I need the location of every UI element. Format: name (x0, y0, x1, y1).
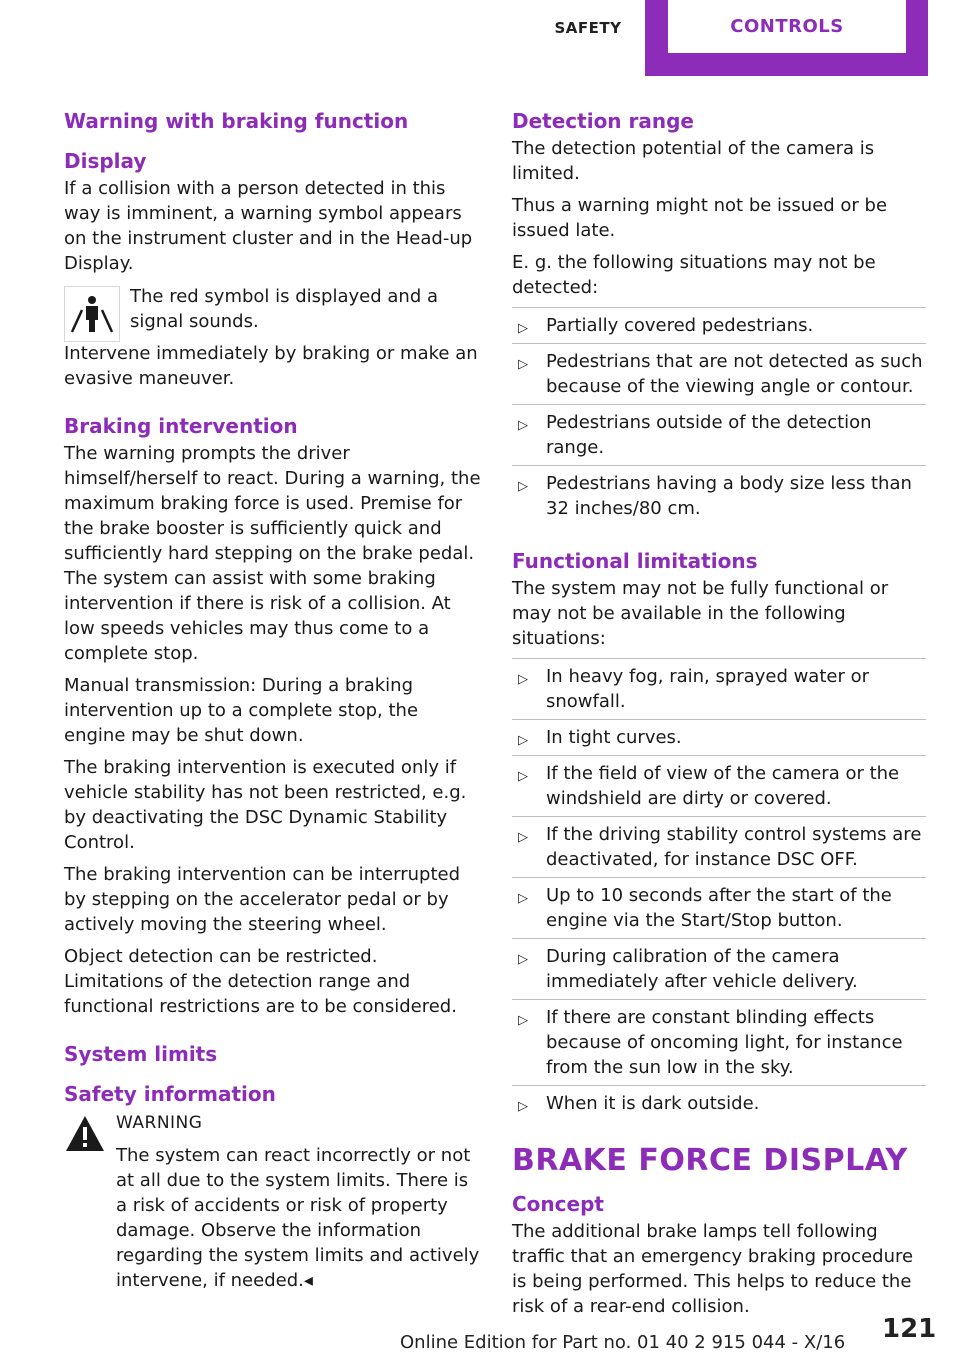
paragraph-concept: The additional brake lamps tell following traffic that an emergency braking procedure is being performed. This helps to reduce the risk of a rear-end collision. (512, 1221, 914, 1317)
warning-label: WARNING (116, 1113, 203, 1133)
warning-block (64, 1111, 482, 1293)
list-item: ▷ If there are constant blinding effects because of oncoming light, for instance from the sun low in the sky. (512, 999, 926, 1085)
list-item: ▷ In heavy fog, rain, sprayed water or snowfall. (512, 658, 926, 719)
heading-braking-intervention: Braking intervention (64, 414, 298, 438)
paragraph-display: If a collision with a person detected in this way is imminent, a warning symbol appears on the instrument cluster and in the Head-up Display. (64, 178, 473, 274)
bullet-triangle-icon: ▷ (518, 479, 528, 494)
list-item: ▷ If the driving stability control systems are deactivated, for instance DSC OFF. (512, 816, 926, 877)
paragraph-braking-1: The warning prompts the driver himself/herself to react. During a warning, the maximum braking force is used. Premise for the brake booster is sufficiently quick and sufficiently hard stepping on the brake pedal. The system can assist with some braking intervention if there is risk of a collision. At low speeds vehicles may thus come to a complete stop. (64, 443, 481, 664)
footer (0, 1314, 960, 1354)
paragraph-detection-2: Thus a warning might not be issued or be issued late. (512, 195, 888, 241)
paragraph-braking-2: Manual transmission: During a braking intervention up to a complete stop, the engine may be shut down. (64, 675, 419, 746)
tab-safety[interactable]: SAFETY (554, 19, 622, 37)
list-item: ▷ Pedestrians having a body size less than 32 inches/80 cm. (512, 465, 926, 526)
bullet-triangle-icon: ▷ (518, 321, 528, 336)
bullet-triangle-icon: ▷ (518, 830, 528, 845)
bullet-triangle-icon: ▷ (518, 672, 528, 687)
paragraph-braking-5: Object detection can be restricted. Limitations of the detection range and functional restrictions are to be considered. (64, 946, 457, 1017)
bullet-triangle-icon: ▷ (518, 733, 528, 748)
pedestrian-warning-icon (64, 286, 120, 342)
right-column (512, 108, 926, 1326)
detection-list (512, 307, 926, 526)
bullet-triangle-icon: ▷ (518, 418, 528, 433)
list-item: ▷ In tight curves. (512, 719, 926, 755)
edition-text: Online Edition for Part no. 01 40 2 915 044 - X/16 (400, 1332, 846, 1353)
list-item: ▷ Partially covered pedestrians. (512, 307, 926, 343)
bullet-triangle-icon: ▷ (518, 1099, 528, 1114)
paragraph-braking-3: The braking intervention is executed only if vehicle stability has not been restricted, e.g. by deactivating the DSC Dynamic Stability Control. (64, 757, 467, 853)
heading-functional-limitations: Functional limitations (512, 549, 758, 573)
functional-list (512, 658, 926, 1121)
heading-concept: Concept (512, 1192, 604, 1216)
warning-text: The system can react incorrectly or not at all due to the system limits. There is a risk of accidents or risk of property damage. Observe the information regarding the system limits and actively intervene, if needed. (116, 1145, 480, 1291)
list-item: ▷ When it is dark outside. (512, 1085, 926, 1121)
list-item: ▷ Pedestrians that are not detected as such because of the viewing angle or contour. (512, 343, 926, 404)
page-number: 121 (882, 1314, 937, 1344)
heading-system-limits: System limits (64, 1042, 218, 1066)
tab-controls[interactable]: CONTROLS (668, 0, 906, 53)
warning-triangle-icon (64, 1113, 106, 1155)
paragraph-red-symbol: The red symbol is displayed and a signal sounds. (130, 286, 439, 332)
end-mark: ◂ (303, 1270, 313, 1291)
bullet-triangle-icon: ▷ (518, 1013, 528, 1028)
paragraph-functional: The system may not be fully functional or may not be available in the following situations: (512, 578, 889, 649)
left-column (64, 108, 482, 1300)
bullet-triangle-icon: ▷ (518, 891, 528, 906)
bullet-triangle-icon: ▷ (518, 357, 528, 372)
paragraph-detection-3: E. g. the following situations may not be detected: (512, 252, 876, 298)
heading-brake-force-display: BRAKE FORCE DISPLAY (512, 1143, 908, 1178)
heading-warning-braking: Warning with braking function (64, 109, 409, 133)
heading-safety-information: Safety information (64, 1082, 276, 1106)
pedestrian-symbol-block (64, 284, 482, 334)
bullet-triangle-icon: ▷ (518, 952, 528, 967)
heading-display: Display (64, 149, 147, 173)
list-item: ▷ If the field of view of the camera or the windshield are dirty or covered. (512, 755, 926, 816)
paragraph-intervene: Intervene immediately by braking or make an evasive maneuver. (64, 343, 478, 389)
bullet-triangle-icon: ▷ (518, 769, 528, 784)
list-item: ▷ During calibration of the camera immediately after vehicle delivery. (512, 938, 926, 999)
list-item: ▷ Pedestrians outside of the detection range. (512, 404, 926, 465)
heading-detection-range: Detection range (512, 109, 694, 133)
paragraph-detection-1: The detection potential of the camera is limited. (512, 138, 875, 184)
list-item: ▷ Up to 10 seconds after the start of the engine via the Start/Stop button. (512, 877, 926, 938)
paragraph-braking-4: The braking intervention can be interrupted by stepping on the accelerator pedal or by actively moving the steering wheel. (64, 864, 461, 935)
paragraph-warning (64, 1143, 482, 1293)
